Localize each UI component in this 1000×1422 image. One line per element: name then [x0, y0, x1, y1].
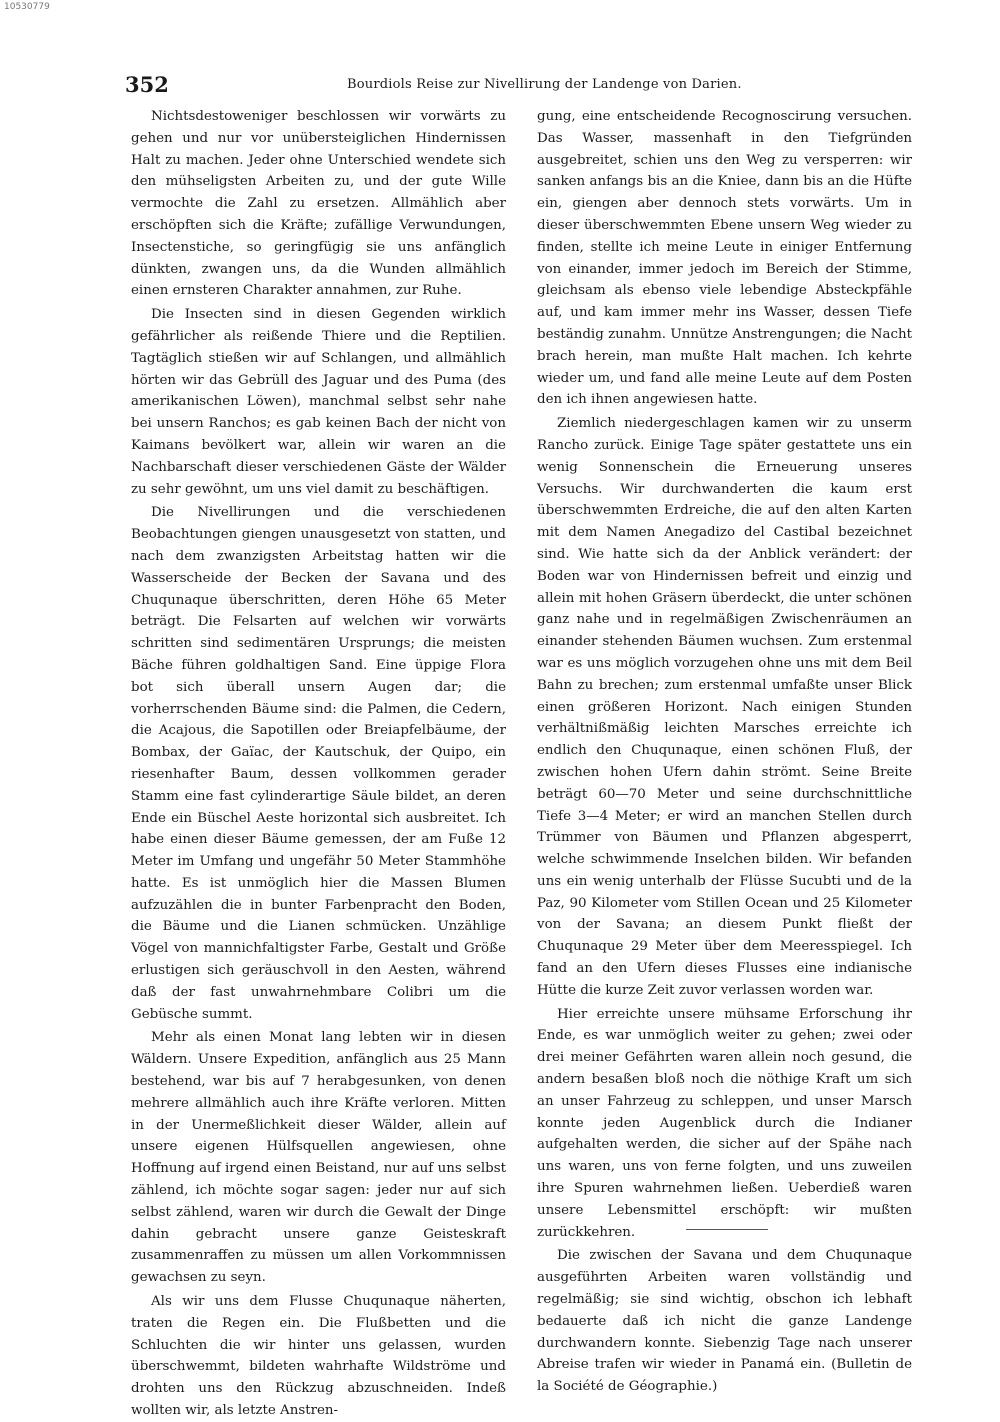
paragraph: Mehr als einen Monat lang lebten wir in diesen Wäldern. Unsere Expedition, anfänglich aus 25 Mann bestehend, war bis auf 7 herabgesunken, von denen mehrere allmählich auch ihre Kräfte verloren. Mitten in der Unermeßlichkeit dieser Wälder, allein auf unsere eigenen Hülfsquellen angewiesen, ohne Hoffnung auf irgend einen Beistand, nur auf uns selbst zählend, ich möchte sogar sagen: jeder nur auf sich selbst zählend, waren wir durch die Gewalt der Dinge dahin gebracht unsere ganze Geisteskraft zusammenraffen zu müssen um allen Vorkommnissen gewachsen zu seyn.: [131, 1030, 506, 1286]
paragraph: Nichtsdestoweniger beschlossen wir vorwärts zu gehen und nur vor unübersteiglichen Hindernissen Halt zu machen. Jeder ohne Unterschied wendete sich den mühseligsten Arbeiten zu, und der gute Wille vermochte die Zahl zu ersetzen. Allmählich aber erschöpften sich die Kräfte; zufällige Verwundungen, Insectenstiche, so geringfügig sie uns anfänglich dünkten, zwangen uns, da die Wunden allmählich einen ernsteren Charakter annahmen, zur Ruhe.: [131, 109, 506, 299]
paragraph: Hier erreichte unsere mühsame Erforschung ihr Ende, es war unmöglich weiter zu gehen; zwei oder drei meiner Gefährten waren allein noch gesund, die andern besaßen bloß noch die nöthige Kraft um sich an unser Fahrzeug zu schleppen, und unser Marsch konnte jeden Augenblick durch die Indianer aufgehalten werden, die sicher auf der Spähe nach uns waren, uns von ferne folgten, und uns zuweilen ihre Spuren wahrnehmen ließen. Ueberdieß waren unsere Lebensmittel erschöpft: wir mußten zurückkehren.: [537, 1006, 912, 1240]
paragraph: Die Nivellirungen und die verschiedenen Beobachtungen giengen unausgesetzt von statten, und nach dem zwanzigsten Arbeitstag hatten wir die Wasserscheide der Becken der Savana und des Chuqunaque überschritten, deren Höhe 65 Meter beträgt. Die Felsarten auf welchen wir vorwärts schritten sind sedimentären Ursprungs; die meisten Bäche führen goldhaltigen Sand. Eine üppige Flora bot sich überall unsern Augen dar; die vorherrschenden Bäume sind: die Palmen, die Cedern, die Acajous, die Sapotillen oder Breiapfelbäume, der Bombax, der Gaïac, der Kautschuk, der Quipo, ein riesenhafter Baum, dessen vollkommen gerader Stamm eine fast cylinderartige Säule bildet, an deren Ende ein Büschel Aeste horizontal sich ausbreitet. Ich habe einen dieser Bäume gemessen, der am Fuße 12 Meter im Umfang und ungefähr 50 Meter Stammhöhe hatte. Es ist unmöglich hier die Massen Blumen aufzuzählen die in bunter Farbenpracht den Boden, die Bäume und die Lianen schmücken. Unzählige Vögel von mannichfaltigster Farbe, Gestalt und Größe erlustigen sich geräuschvoll in den Aesten, während daß der fast unwahrnehmbare Colibri um die Gebüsche summt.: [131, 505, 506, 1022]
page-header: [125, 72, 895, 98]
paragraph: Als wir uns dem Flusse Chuqunaque näherten, traten die Regen ein. Die Flußbetten und die Schluchten die wir hinter uns gelassen, wurden überschwemmt, bildeten wahrhafte Wildströme und drohten uns den Rückzug abzuschneiden. Indeß wollten wir, als letzte Anstren-: [131, 1294, 506, 1419]
paragraph: Die Insecten sind in diesen Gegenden wirklich gefährlicher als reißende Thiere und die Reptilien. Tagtäglich stießen wir auf Schlangen, und allmählich hörten wir das Gebrüll des Jaguar und des Puma (des amerikanischen Löwen), manchmal selbst sehr nahe bei unsern Ranchos; es gab keinen Bach der nicht von Kaimans bevölkert war, allein wir waren an die Nachbarschaft dieser verschiedenen Gäste der Wälder zu sehr gewöhnt, um uns viel damit zu beschäftigen.: [131, 307, 506, 497]
right-column: [537, 106, 912, 1398]
scan-id: 10530779: [4, 2, 50, 12]
running-title: Bourdiols Reise zur Nivellirung der Landenge von Darien.: [347, 77, 742, 92]
end-divider: [686, 1229, 768, 1230]
page-number: 352: [125, 72, 169, 97]
left-column: [131, 106, 506, 1422]
paragraph: gung, eine entscheidende Recognoscirung versuchen. Das Wasser, massenhaft in den Tiefgründen ausgebreitet, schien uns den Weg zu versperren: wir sanken anfangs bis an die Kniee, dann bis an die Hüfte ein, giengen aber dennoch stets vorwärts. Um in dieser überschwemmten Ebene unsern Weg wieder zu finden, stellte ich meine Leute in einiger Entfernung von einander, immer jedoch im Bereich der Stimme, gleichsam als ebenso viele lebendige Absteckpfähle auf, und kam immer mehr ins Wasser, dessen Tiefe beständig zunahm. Unnütze Anstrengungen; die Nacht brach herein, man mußte Halt machen. Ich kehrte wieder um, und fand alle meine Leute auf dem Posten den ich ihnen angewiesen hatte.: [537, 109, 912, 408]
paragraph: Die zwischen der Savana und dem Chuqunaque ausgeführten Arbeiten waren vollständig und regelmäßig; sie sind wichtig, obschon ich lebhaft bedauerte daß ich nicht die ganze Landenge durchwandern konnte. Siebenzig Tage nach unserer Abreise trafen wir wieder in Panamá ein. (Bulletin de la Société de Géographie.): [537, 1248, 912, 1395]
paragraph: Ziemlich niedergeschlagen kamen wir zu unserm Rancho zurück. Einige Tage später gestattete uns ein wenig Sonnenschein die Erneuerung unseres Versuchs. Wir durchwanderten die kaum erst überschwemmten Erdreiche, die auf den alten Karten mit dem Namen Anegadizo del Castibal bezeichnet sind. Wie hatte sich da der Anblick verändert: der Boden war von Hindernissen befreit und einzig und allein mit hohen Gräsern überdeckt, die unter schönen ganz nahe und in regelmäßigen Zwischenräumen an einander stehenden Bäumen wuchsen. Zum erstenmal war es uns möglich vorzugehen ohne uns mit dem Beil Bahn zu brechen; zum erstenmal umfaßte unser Blick einen größeren Horizont. Nach einigen Stunden verhältnißmäßig leichten Marsches erreichte ich endlich den Chuqunaque, einen schönen Fluß, der zwischen hohen Ufern dahin strömt. Seine Breite beträgt 60—70 Meter und seine durchschnittliche Tiefe 3—4 Meter; er wird an manchen Stellen durch Trümmer von Bäumen und Pflanzen abgesperrt, welche schwimmende Inselchen bilden. Wir befanden uns ein wenig unterhalb der Flüsse Sucubti und de la Paz, 90 Kilometer vom Stillen Ocean und 25 Kilometer von der Savana; an diesem Punkt fließt der Chuqunaque 29 Meter über dem Meeresspiegel. Ich fand an den Ufern dieses Flusses eine indianische Hütte die kurze Zeit zuvor verlassen worden war.: [537, 416, 912, 998]
